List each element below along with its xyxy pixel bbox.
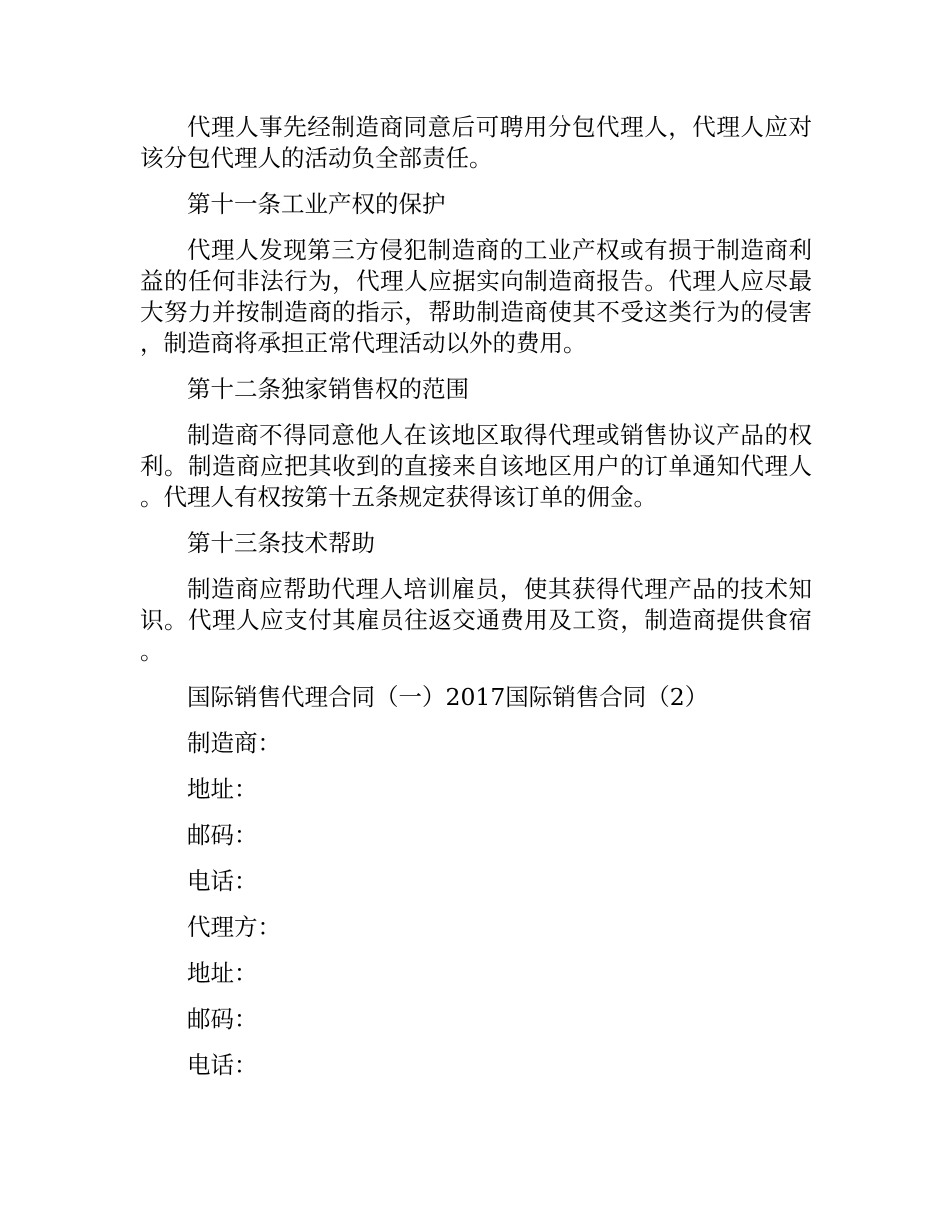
field-agent-address: 地址： — [187, 959, 258, 987]
field-agent: 代理方： — [187, 913, 281, 941]
field-manufacturer-address: 地址： — [187, 775, 258, 803]
heading-article-12: 第十二条独家销售权的范围 — [187, 375, 469, 403]
field-manufacturer: 制造商： — [187, 729, 281, 757]
paragraph-technical-help: 制造商应帮助代理人培训雇员，使其获得代理产品的技术知识。代理人应支付其雇员往返交通费用及工资，制造商提供食宿。 — [140, 575, 812, 665]
document-body — [140, 112, 812, 1096]
heading-article-11: 第十一条工业产权的保护 — [187, 190, 446, 218]
heading-article-13: 第十三条技术帮助 — [187, 529, 375, 557]
field-agent-phone: 电话： — [187, 1051, 258, 1079]
field-agent-postcode: 邮码： — [187, 1005, 258, 1033]
paragraph-industrial-property: 代理人发现第三方侵犯制造商的工业产权或有损于制造商利益的任何非法行为，代理人应据实向制造商报告。代理人应尽最大努力并按制造商的指示，帮助制造商使其不受这类行为的侵害，制造商将承担正常代理活动以外的费用。 — [140, 236, 812, 357]
field-manufacturer-phone: 电话： — [187, 867, 258, 895]
paragraph-subagent: 代理人事先经制造商同意后可聘用分包代理人，代理人应对该分包代理人的活动负全部责任。 — [140, 113, 812, 172]
paragraph-exclusive-sales: 制造商不得同意他人在该地区取得代理或销售协议产品的权利。制造商应把其收到的直接来自该地区用户的订单通知代理人。代理人有权按第十五条规定获得该订单的佣金。 — [140, 421, 812, 511]
contract-title: 国际销售代理合同（一）2017国际销售合同（2） — [187, 683, 709, 711]
field-manufacturer-postcode: 邮码： — [187, 821, 258, 849]
